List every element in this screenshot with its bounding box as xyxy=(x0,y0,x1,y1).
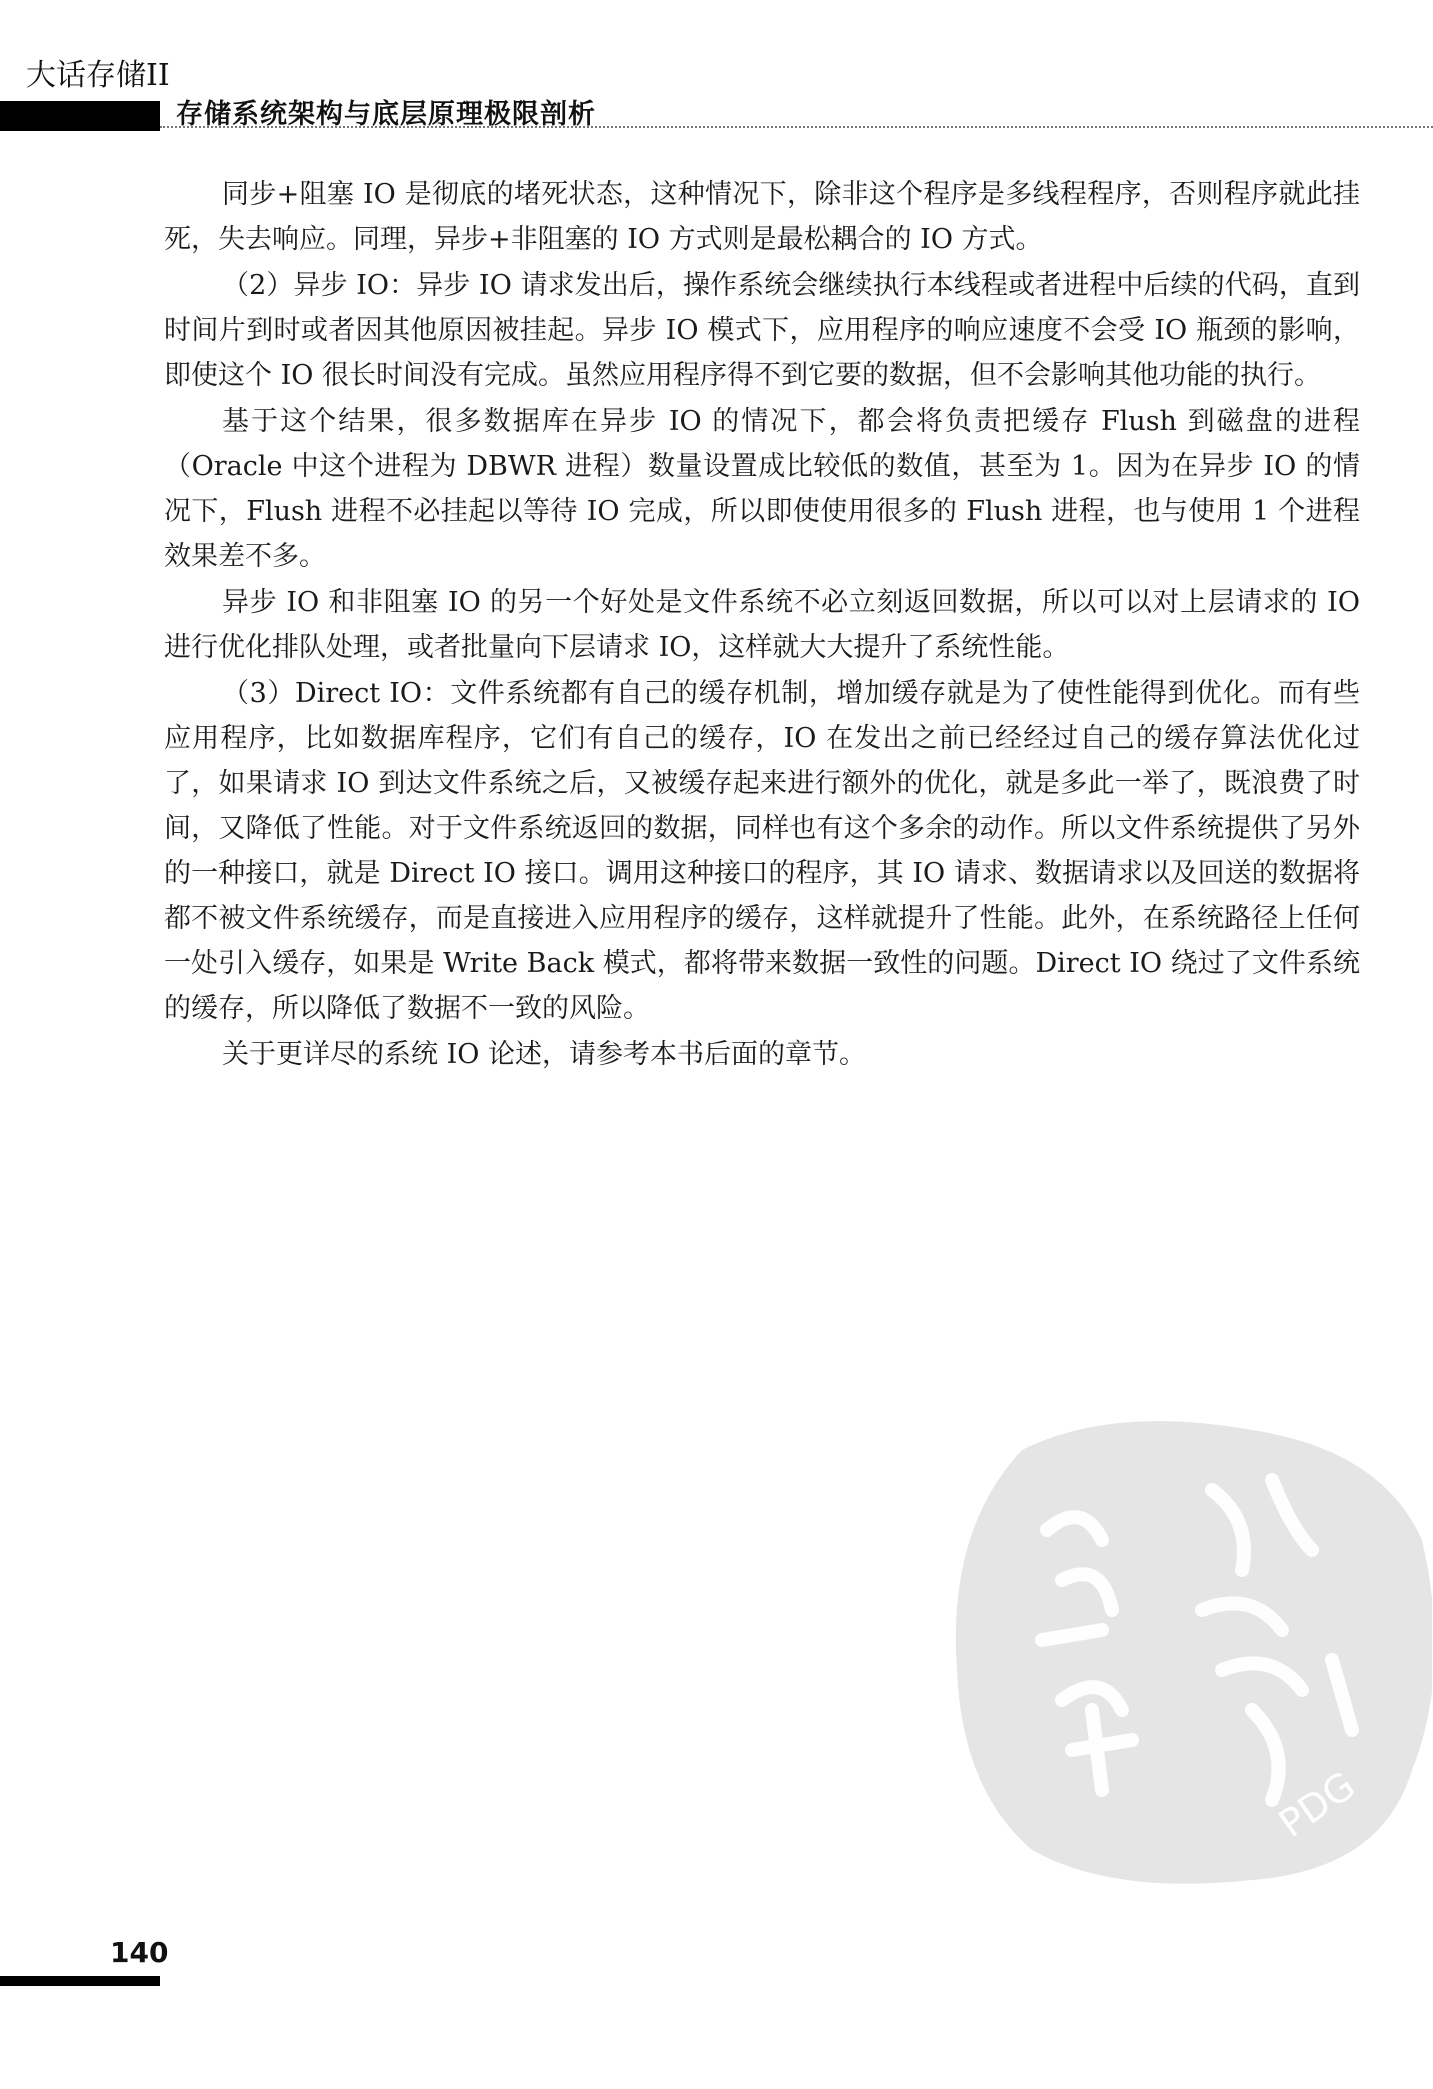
watermark-text: PDG xyxy=(1270,1763,1364,1847)
paragraph: 异步 IO 和非阻塞 IO 的另一个好处是文件系统不必立刻返回数据，所以可以对上层请求的 IO 进行优化排队处理，或者批量向下层请求 IO，这样就大大提升了系统性能。 xyxy=(164,587,1360,663)
header-divider xyxy=(160,126,1433,128)
seal-watermark xyxy=(952,1410,1432,1890)
paragraph: （2）异步 IO：异步 IO 请求发出后，操作系统会继续执行本线程或者进程中后续的代码，直到时间片到时或者因其他原因被挂起。异步 IO 模式下，应用程序的响应速度不会受 IO 瓶颈的影响，即使这个 IO 很长时间没有完成。虽然应用程序得不到它要的数据，但不会影响其他功能的执行。 xyxy=(164,270,1360,391)
paragraph: 关于更详尽的系统 IO 论述，请参考本书后面的章节。 xyxy=(222,1039,866,1070)
book-title: 大话存储II xyxy=(26,58,170,93)
seal-shape xyxy=(956,1421,1432,1884)
footer-black-bar xyxy=(0,1976,160,1986)
paragraph: （3）Direct IO：文件系统都有自己的缓存机制，增加缓存就是为了使性能得到优化。而有些应用程序，比如数据库程序，它们有自己的缓存，IO 在发出之前已经经过自己的缓存算法优化过了，如果请求 IO 到达文件系统之后，又被缓存起来进行额外的优化，就是多此一举了，既浪费了时间，又降低了性能。对于文件系统返回的数据，同样也有这个多余的动作。所以文件系统提供了另外的一种接口，就是 Direct IO 接口。调用这种接口的程序，其 IO 请求、数据请求以及回送的数据将都不被文件系统缓存，而是直接进入应用程序的缓存，这样就提升了性能。此外，在系统路径上任何一处引入缓存，如果是 Write Back 模式，都将带来数据一致性的问题。Direct IO 绕过了文件系统的缓存，所以降低了数据不一致的风险。 xyxy=(164,678,1360,1024)
paragraph: 基于这个结果，很多数据库在异步 IO 的情况下，都会将负责把缓存 Flush 到磁盘的进程（Oracle 中这个进程为 DBWR 进程）数量设置成比较低的数值，甚至为 1。因为在异步 IO 的情况下，Flush 进程不必挂起以等待 IO 完成，所以即使使用很多的 Flush 进程，也与使用 1 个进程效果差不多。 xyxy=(164,406,1360,572)
page-body xyxy=(164,172,1360,1078)
chapter-subtitle: 存储系统架构与底层原理极限剖析 xyxy=(176,99,596,130)
page-number: 140 xyxy=(110,1936,169,1969)
paragraph: 同步+阻塞 IO 是彻底的堵死状态，这种情况下，除非这个程序是多线程程序，否则程序就此挂死，失去响应。同理，异步+非阻塞的 IO 方式则是最松耦合的 IO 方式。 xyxy=(164,179,1360,255)
header-black-bar xyxy=(0,101,160,131)
